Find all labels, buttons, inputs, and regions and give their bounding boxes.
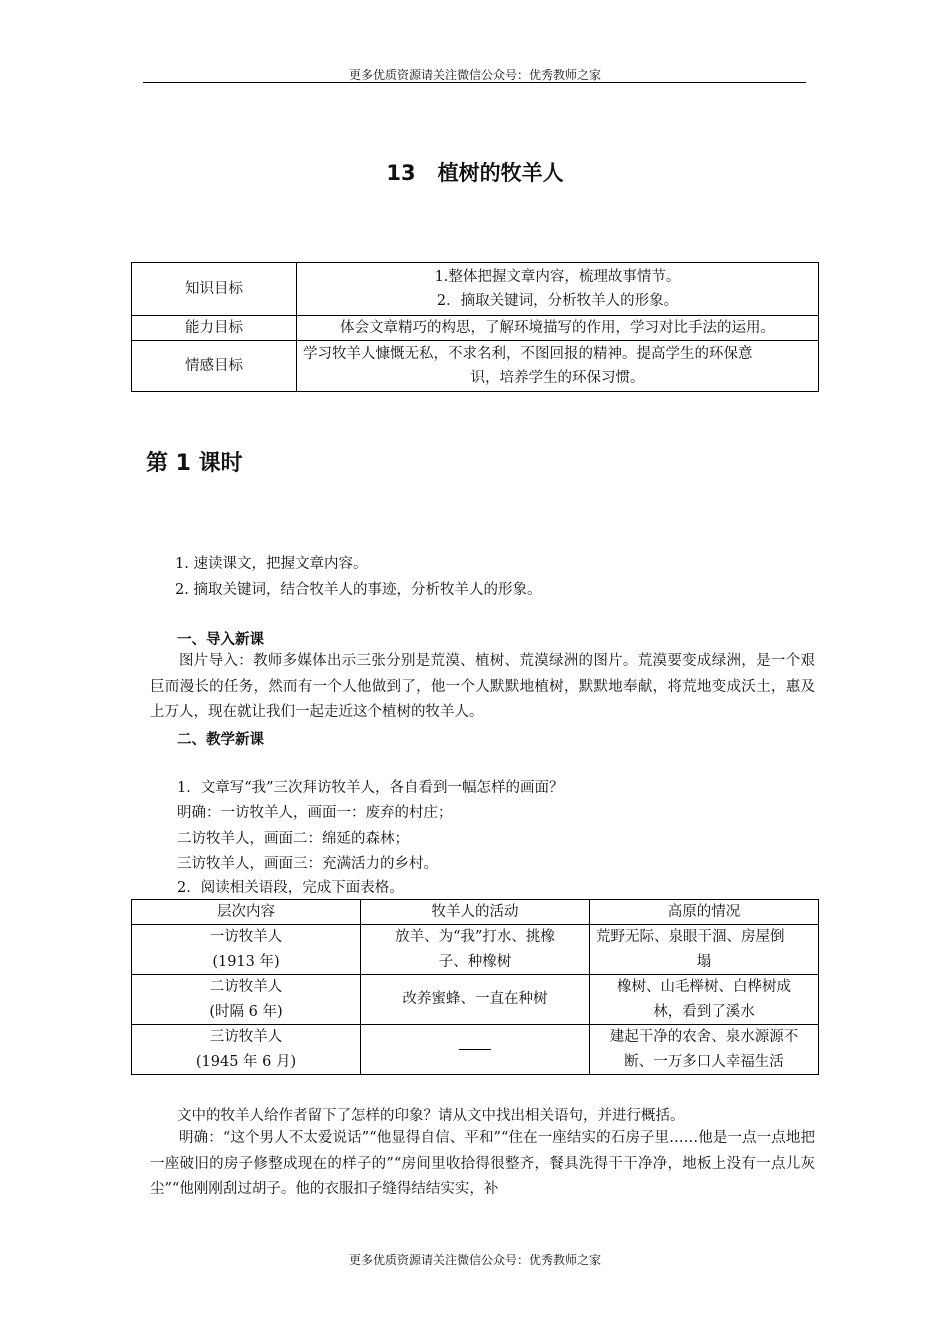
plateau-line: 荒野无际、泉眼干涸、房屋倒 <box>596 929 785 945</box>
visit-name: 二访牧羊人 <box>209 979 283 995</box>
lesson-number: 13 <box>386 161 416 185</box>
plateau-line: 塌 <box>696 953 712 970</box>
answer-1-line: 明确：一访牧羊人，画面一：废弃的村庄； <box>177 805 453 821</box>
table-row <box>132 1025 819 1075</box>
answer-1-line: 三访牧羊人，画面三：充满活力的乡村。 <box>177 856 438 872</box>
header-divider <box>143 82 806 83</box>
goal-line: 1.整体把握文章内容，梳理故事情节。 <box>434 269 681 285</box>
activity-line: 子、种橡树 <box>438 953 512 970</box>
visit-name: 三访牧羊人 <box>209 1029 283 1045</box>
objective-2: 2. 摘取关键词，结合牧羊人的事迹，分析牧羊人的形象。 <box>175 582 542 598</box>
column-header: 层次内容 <box>132 900 361 925</box>
goal-label: 能力目标 <box>132 316 297 341</box>
goal-line: 2．摘取关键词，分析牧羊人的形象。 <box>436 293 679 309</box>
visit-cell <box>132 925 361 975</box>
activity-cell <box>361 1025 590 1075</box>
goals-table <box>131 262 819 392</box>
plateau-line: 断、一万多口人幸福生活 <box>624 1053 784 1070</box>
visit-cell <box>132 975 361 1025</box>
goal-label: 情感目标 <box>132 341 297 392</box>
section-1-text: 图片导入：教师多媒体出示三张分别是荒漠、植树、荒漠绿洲的图片。荒漠要变成绿洲，是一个艰巨而漫长的任务，然而有一个人他做到了，他一个人默默地植树，默默地奉献，将荒地变成沃土，惠及上万人，现在就让我们一起走近这个植树的牧羊人。 <box>150 653 815 720</box>
plateau-line: 建起干净的农舍、泉水源源不 <box>609 1029 799 1045</box>
plateau-cell <box>590 1025 819 1075</box>
answer-3: 明确：“这个男人不太爱说话”“他显得自信、平和”“住在一座结实的石房子里……他是一点一点地把一座破旧的房子修整成现在的样子的”“房间里收拾得很整齐，餐具洗得干干净净，地板上没有一点儿灰尘”“他刚刚刮过胡子。他的衣服扣子缝得结结实实，补 <box>150 1130 815 1197</box>
objective-1: 1. 速读课文，把握文章内容。 <box>175 556 368 572</box>
visit-cell <box>132 1025 361 1075</box>
goal-content <box>297 341 819 392</box>
plateau-cell <box>590 925 819 975</box>
section-1-title: 一、导入新课 <box>177 632 264 648</box>
answer-1-line: 二访牧羊人，画面二：绵延的森林； <box>177 831 409 847</box>
column-header: 高原的情况 <box>590 900 819 925</box>
table-row <box>132 263 819 316</box>
goal-line: 识，培养学生的环保习惯。 <box>470 370 645 386</box>
lesson-heading: 第 1 课时 <box>146 451 243 476</box>
activity-line: 放羊、为“我”打水、挑橡 <box>395 929 555 945</box>
question-3: 文中的牧羊人给作者留下了怎样的印象？请从文中找出相关语句，并进行概括。 <box>177 1108 685 1124</box>
activity-cell <box>361 975 590 1025</box>
table-row <box>132 925 819 975</box>
empty-dash <box>459 1049 491 1050</box>
visit-time: (时隔 6 年) <box>209 1003 283 1020</box>
section-2-title: 二、教学新课 <box>177 732 264 748</box>
question-2: 2．阅读相关语段，完成下面表格。 <box>177 880 404 896</box>
table-row <box>132 975 819 1025</box>
plateau-line: 橡树、山毛榉树、白桦树成 <box>617 979 791 995</box>
question-1: 1．文章写“我”三次拜访牧羊人，各自看到一幅怎样的画面？ <box>177 780 564 796</box>
goal-content <box>297 263 819 316</box>
goal-line: 体会文章精巧的构思，了解环境描写的作用，学习对比手法的运用。 <box>340 320 775 336</box>
activity-cell <box>361 925 590 975</box>
goal-content <box>297 316 819 341</box>
goal-line: 学习牧羊人慷慨无私，不求名利，不图回报的精神。提高学生的环保意 <box>303 346 753 362</box>
visit-time: (1913 年) <box>212 953 280 970</box>
visit-time: (1945 年 6 月) <box>195 1053 297 1070</box>
goal-label: 知识目标 <box>132 263 297 316</box>
page-header: 更多优质资源请关注微信公众号：优秀教师之家 <box>348 68 601 82</box>
activity-line: 改养蜜蜂、一直在种树 <box>402 991 548 1008</box>
page-footer: 更多优质资源请关注微信公众号：优秀教师之家 <box>348 1253 601 1267</box>
plateau-line: 林，看到了溪水 <box>653 1003 755 1020</box>
table-row <box>132 316 819 341</box>
plateau-cell <box>590 975 819 1025</box>
column-header: 牧羊人的活动 <box>361 900 590 925</box>
table-row <box>132 341 819 392</box>
activity-table <box>131 899 819 1075</box>
table-header-row <box>132 900 819 925</box>
page-title <box>0 157 950 187</box>
lesson-title: 植树的牧羊人 <box>437 161 564 185</box>
visit-name: 一访牧羊人 <box>209 929 283 945</box>
